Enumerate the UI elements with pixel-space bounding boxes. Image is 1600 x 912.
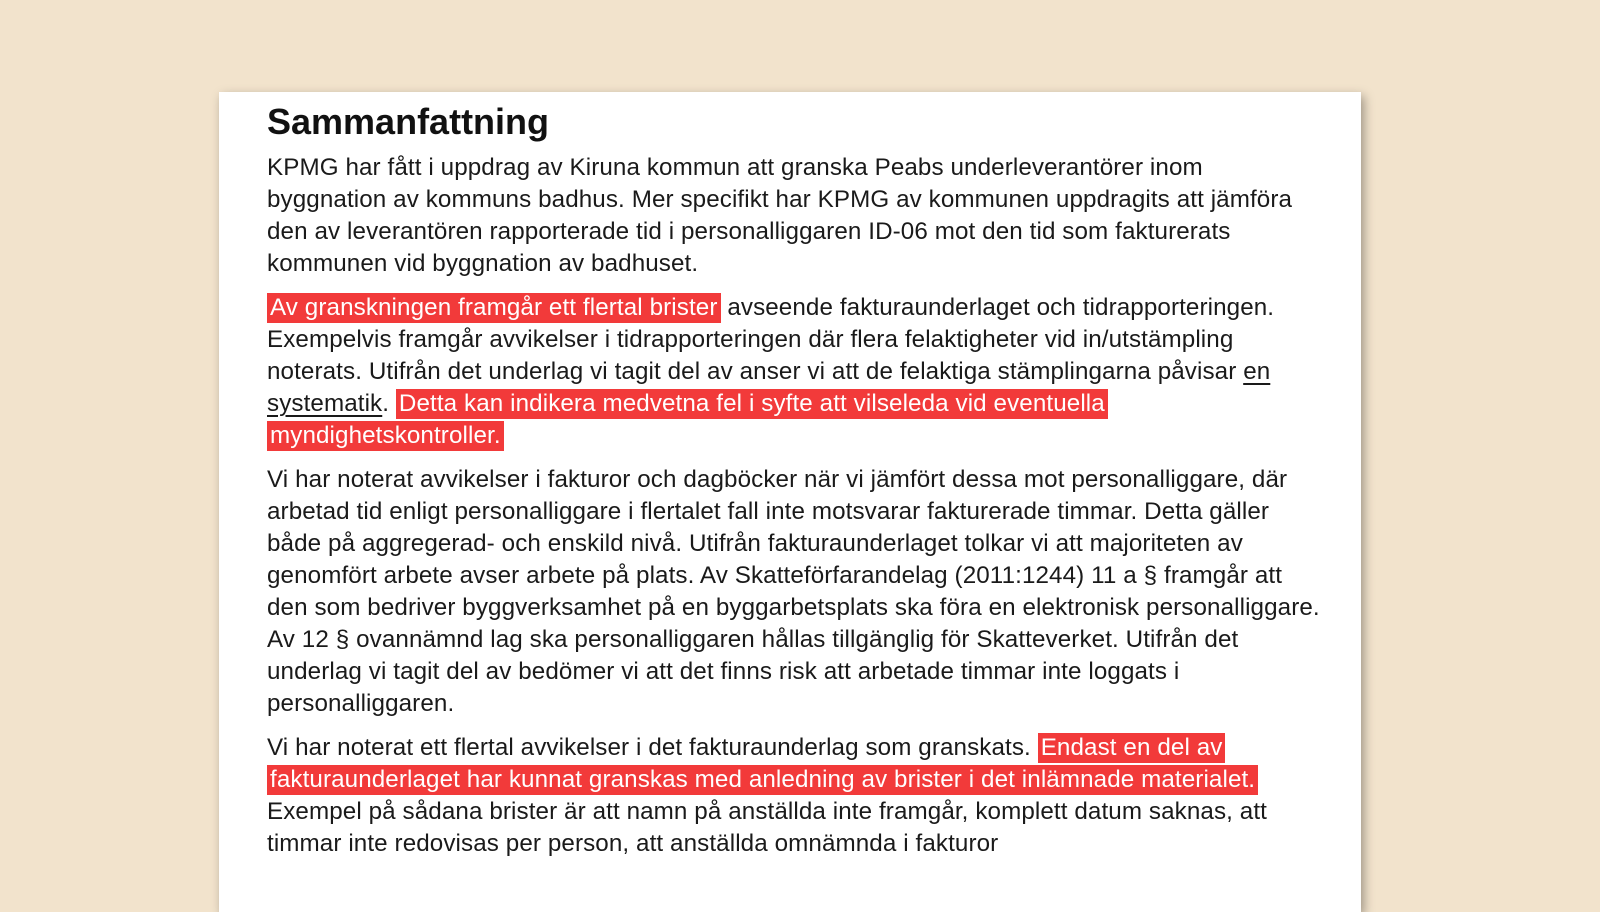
highlighted-text: Endast en del av fakturaunderlaget har kunnat granskas med anledning av brister i det inlämnade materialet.: [267, 733, 1258, 795]
paragraph-text: Vi har noterat ett flertal avvikelser i det fakturaunderlag som granskats.: [267, 734, 1038, 761]
paragraph-text: .: [382, 390, 396, 417]
paragraph-3: Vi har noterat avvikelser i fakturor och dagböcker när vi jämfört dessa mot personalliggare, där arbetad tid enligt personalliggare i flertalet fall inte motsvarar fakturerade timmar. Detta gäller både på aggregerad- och enskild nivå. Utifrån fakturaunderlaget tolkar vi att majoriteten av genomfört arbete avser arbete på plats. Av Skatteförfarandelag (2011:1244) 11 a § framgår att den som bedriver byggverksamhet på en byggarbetsplats ska föra en elektronisk personalliggare. Av 12 § ovannämnd lag ska personalliggaren hållas tillgänglig för Skatteverket. Utifrån det underlag vi tagit del av bedömer vi att det finns risk att arbetade timmar inte loggats i personalliggaren.: [267, 466, 1320, 717]
underlined-text: en systematik: [267, 358, 1271, 417]
highlighted-text: Av granskningen framgår ett flertal brister: [267, 293, 721, 323]
highlighted-text: Detta kan indikera medvetna fel i syfte att vilseleda vid eventuella myndighetskontroller.: [267, 389, 1108, 451]
paragraph-4: [267, 732, 1327, 860]
paragraph-text: Exempel på sådana brister är att namn på anställda inte framgår, komplett datum saknas, att timmar inte redovisas per person, att anställda omnämnda i fakturor: [267, 798, 1267, 857]
document-page: [219, 92, 1361, 912]
document-content: [267, 100, 1327, 872]
paragraph-1: KPMG har fått i uppdrag av Kiruna kommun att granska Peabs underleverantörer inom byggnation av kommuns badhus. Mer specifikt har KPMG av kommunen uppdragits att jämföra den av leverantören rapporterade tid i personalliggaren ID-06 mot den tid som fakturerats kommunen vid byggnation av badhuset.: [267, 154, 1293, 277]
paragraph-2: [267, 292, 1327, 452]
section-heading: Sammanfattning: [267, 101, 550, 142]
paragraph-text: avseende fakturaunderlaget och tidrapporteringen. Exempelvis framgår avvikelser i tidrapporteringen där flera felaktigheter vid in/utstämpling noterats. Utifrån det underlag vi tagit del av anser vi att de felaktiga stämplingarna påvisar: [267, 294, 1275, 385]
